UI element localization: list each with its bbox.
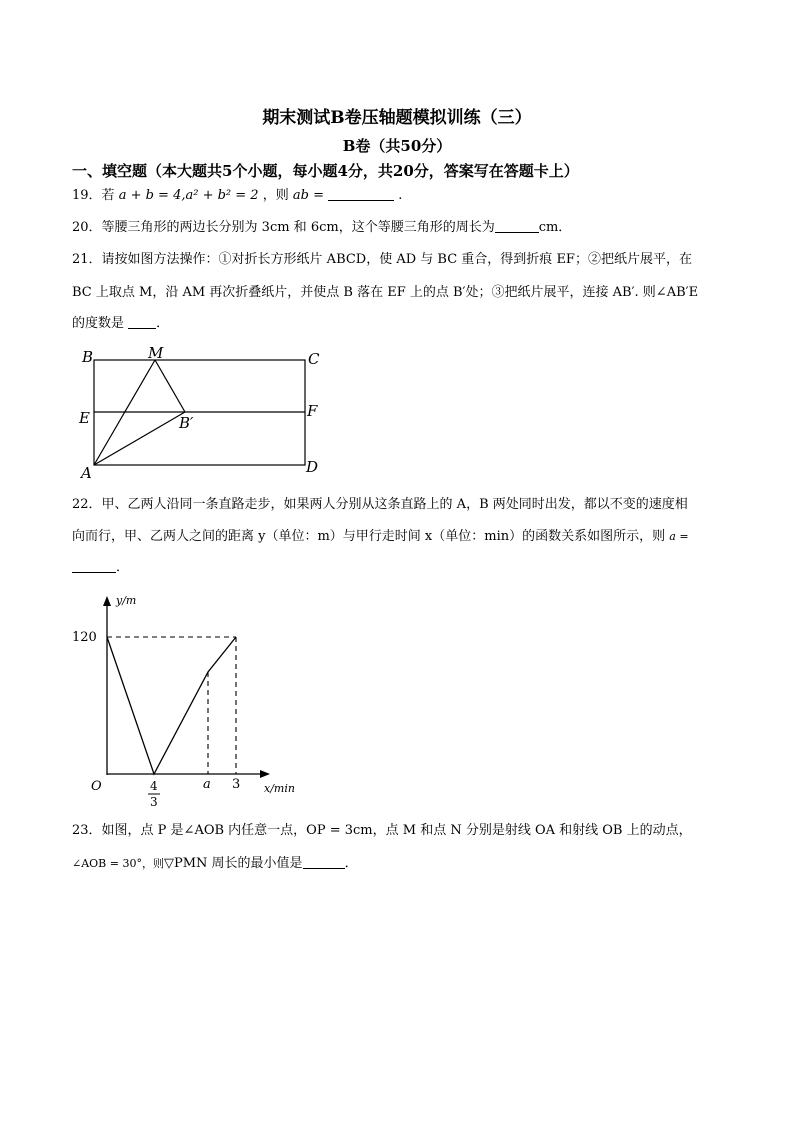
y-axis-label: y/m [116,594,137,607]
q19-answer-blank [328,188,394,201]
tick-label-frac-num: 4 [150,779,158,793]
segment-abp [94,412,185,465]
q22-distance-time-graph [72,590,312,810]
label-m: M [148,344,164,362]
q23-end: ． [344,856,358,871]
q23-line1: 23．如图，点 P 是∠AOB 内任意一点，OP = 3cm，点 M 和点 N 分别是射线 OA 和射线 OB 上的动点， [72,823,692,838]
label-a: A [81,464,92,482]
q20-text: 20．等腰三角形的两边长分别为 3cm 和 6cm，这个等腰三角形的周长为 [72,220,495,235]
tick-label-3: 3 [232,777,241,792]
q20-answer-blank [495,220,539,233]
q23-perimeter-text: ▽PMN 周长的最小值是 [163,856,303,871]
origin-label: O [91,779,102,794]
q21-line2: BC 上取点 M，沿 AM 再次折叠纸片，并使点 B 落在 EF 上的点 B′处；③把纸片展平，连接 AB′. 则∠AB′E [72,285,699,300]
tick-label-a: a [203,777,211,792]
q22-line2 [72,529,689,545]
q22-line3-end: ． [116,560,130,575]
q19-expression: a + b = 4,a² + b² = 2 [118,188,259,203]
label-d: D [306,458,319,476]
q19-end: . [398,188,403,203]
q20-end: cm． [538,220,572,235]
page-subtitle: B卷（共50分） [342,137,452,155]
q22-line3 [72,560,129,576]
x-axis-arrow-icon [260,770,270,778]
distance-function-line [107,637,236,774]
q23-answer-blank [303,856,345,869]
label-c: C [308,350,320,368]
y-axis-arrow-icon [103,596,111,606]
q21-line3-text: 的度数是 [72,316,125,331]
q22-answer-blank [72,560,116,573]
q23-line2 [72,856,358,872]
q22-variable: a = [669,530,689,543]
q21-line3-end: ． [156,316,170,331]
q23-angle-text: ∠AOB = 30°，则 [72,857,164,870]
section-heading: 一、填空题（本大题共5个小题，每小题4分，共20分，答案写在答题卡上） [72,162,579,180]
tick-label-frac-den: 3 [150,795,158,809]
q22-line2-text: 向而行，甲、乙两人之间的距离 y（单位：m）与甲行走时间 x（单位：min）的函数关系如图所示，则 [72,529,666,544]
q21-rectangle-figure [72,340,332,485]
q19-number: 19．若 [72,188,115,203]
label-f: F [307,402,318,420]
page-title: 期末测试B卷压轴题模拟训练（三） [262,108,532,128]
question-19 [72,188,402,204]
q21-line3 [72,316,169,332]
segment-mbp [155,360,185,412]
q19-ask: ab = [292,188,324,203]
q21-answer-blank [128,316,156,329]
x-axis-label: x/min [264,782,295,795]
label-bprime: B′ [179,414,194,432]
q21-line1: 21．请按如图方法操作：①对折长方形纸片 ABCD，使 AD 与 BC 重合，得到折痕 EF；②把纸片展平，在 [72,252,692,267]
q22-line1: 22．甲、乙两人沿同一条直路走步，如果两人分别从这条直路上的 A，B 两处同时出发，都以不变的速度相 [72,497,688,512]
label-e: E [79,409,90,427]
q19-then: ，则 [262,188,289,203]
tick-label-120: 120 [72,630,97,645]
question-20 [72,220,571,236]
label-b: B [82,348,94,366]
